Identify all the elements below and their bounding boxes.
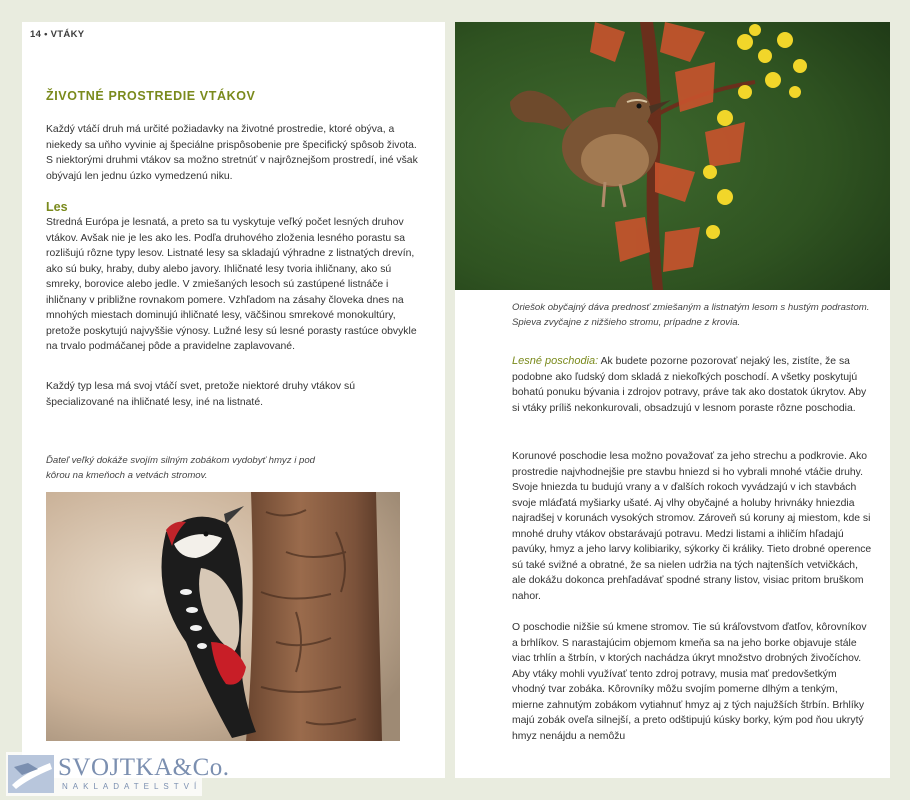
publisher-subtitle: NAKLADATELSTVÍ xyxy=(62,782,202,791)
publisher-name: SVOJTKA&Co. xyxy=(58,754,230,781)
left-page xyxy=(22,22,445,778)
wren-caption: Oriešok obyčajný dáva prednosť zmiešaným a listnatým lesom s hustým podrastom. Spieva zvyčajne z nižšieho stromu, prípadne z krovia. xyxy=(512,302,870,328)
section-title: ŽIVOTNÉ PROSTREDIE VTÁKOV xyxy=(46,89,256,103)
woodpecker-caption: Ďateľ veľký dokáže svojím silným zobákom vydobyť hmyz i pod kôrou na kmeňoch a vetvách stromov. xyxy=(46,455,315,481)
publisher-logo xyxy=(6,752,230,796)
trunk-paragraph: O poschodie nižšie sú kmene stromov. Tie sú kráľovstvom ďatľov, kôrovníkov a brhlíkov. S narastajúcim objemom kmeňa sa na jeho borke objavuje stále viac trhlín a štrbín, v ktorých nachádza úkryt množstvo drobných živočíchov. Aby vtáky mohli využívať tento zdroj potravy, musia mať predovšetkým vhodný tvar zobáka. Kôrovníky môžu svojím pomerne dlhým a tenkým, mierne zahnutým zobákom vytiahnuť hmyz aj z tých najužších štrbín. Brhlíky majú zobák oveľa silnejší, a preto odštipujú kúsky borky, kým pod ňou ukrytý hmyz nenájdu a nemôžu xyxy=(512,622,867,742)
wren-photo xyxy=(455,22,890,290)
right-page xyxy=(455,22,890,778)
layers-paragraph xyxy=(512,354,872,416)
layers-lead: Lesné poschodia: xyxy=(512,355,599,367)
forest-paragraph-2: Každý typ lesa má svoj vtáčí svet, pretože niektoré druhy vtákov sú špecializované na ihličnaté lesy, iné na listnaté. xyxy=(46,381,355,408)
intro-paragraph: Každý vtáčí druh má určité požiadavky na životné prostredie, ktoré obýva, a niekedy sa uňho vyvinie aj špeciálne prispôsobenie pre špecifický spôsob života. S niektorými druhmi vtákov sa možno stretnúť v najrôznejšom prostredí, iné však obývajú len jednu úzko vymedzenú niku. xyxy=(46,124,418,182)
forest-paragraph: Stredná Európa je lesnatá, a preto sa tu vyskytuje veľký počet lesných druhov vtákov. Avšak nie je les ako les. Podľa druhového zloženia lesného porastu sa rozlišujú rôzne typy lesov. Listnaté lesy sa skladajú výhradne z listnatých drevín, ako sú buky, hraby, duby alebo javory. Ihličnaté lesy tvoria ihličnany, ako sú smreky, borovice alebo jedle. V zmiešaných lesoch sú zastúpené listnáče i ihličnany v približne rovnakom pomere. Vzhľadom na zásahy človeka dnes na mnohých miestach dominujú ihličnaté lesy, väčšinou smrekové monokultúry, pretože poskytujú najvyššie výnosy. Lužné lesy sú lesné porasty rastúce obvykle na trvalo podmáčanej pôde a pravidelne zaplavované. xyxy=(46,217,417,352)
layers-text: Ak budete pozorne pozorovať nejaký les, zistíte, že sa podobne ako ľudský dom skladá z niekoľkých poschodí. A všetky poskytujú bohatú ponuku bývania i zdrojov potravy, práve tak ako dostatok úkrytov. Aby si vtáky príliš nekonkurovali, obsadzujú v lesnom poraste rôzne poschodia. xyxy=(512,356,867,414)
woodpecker-photo xyxy=(46,492,400,741)
book-icon xyxy=(8,755,54,793)
forest-heading: Les xyxy=(46,200,68,214)
running-head: 14 • VTÁKY xyxy=(30,29,85,40)
canopy-paragraph: Korunové poschodie lesa možno považovať za jeho strechu a podkrovie. Ako prostredie najvhodnejšie pre stavbu hniezd si ho vybrali mnohé vtáčie druhy. Svoje hniezda tu budujú vrany a v ďalších rokoch vyvádzajú v ich stavbách svoje mláďatá myšiarky ušaté. Aj vlhy obyčajné a holuby hrivnáky hniezdia najradšej v korunách vysokých stromov. Zároveň sú koruny aj miestom, kde si mnohé druhy vtákov obstarávajú potravu. Medzi listami a ihličím hľadajú pavúky, hmyz a jeho larvy kolibiariky, sýkorky či králiky. Tieto drobné operence sú také svižné a obratné, že sa nielen udržia na tých najtenších vetvičkách, ale dokážu dokonca prehľadávať spodné strany listov, visiac pritom bruškom nahor. xyxy=(512,451,872,602)
